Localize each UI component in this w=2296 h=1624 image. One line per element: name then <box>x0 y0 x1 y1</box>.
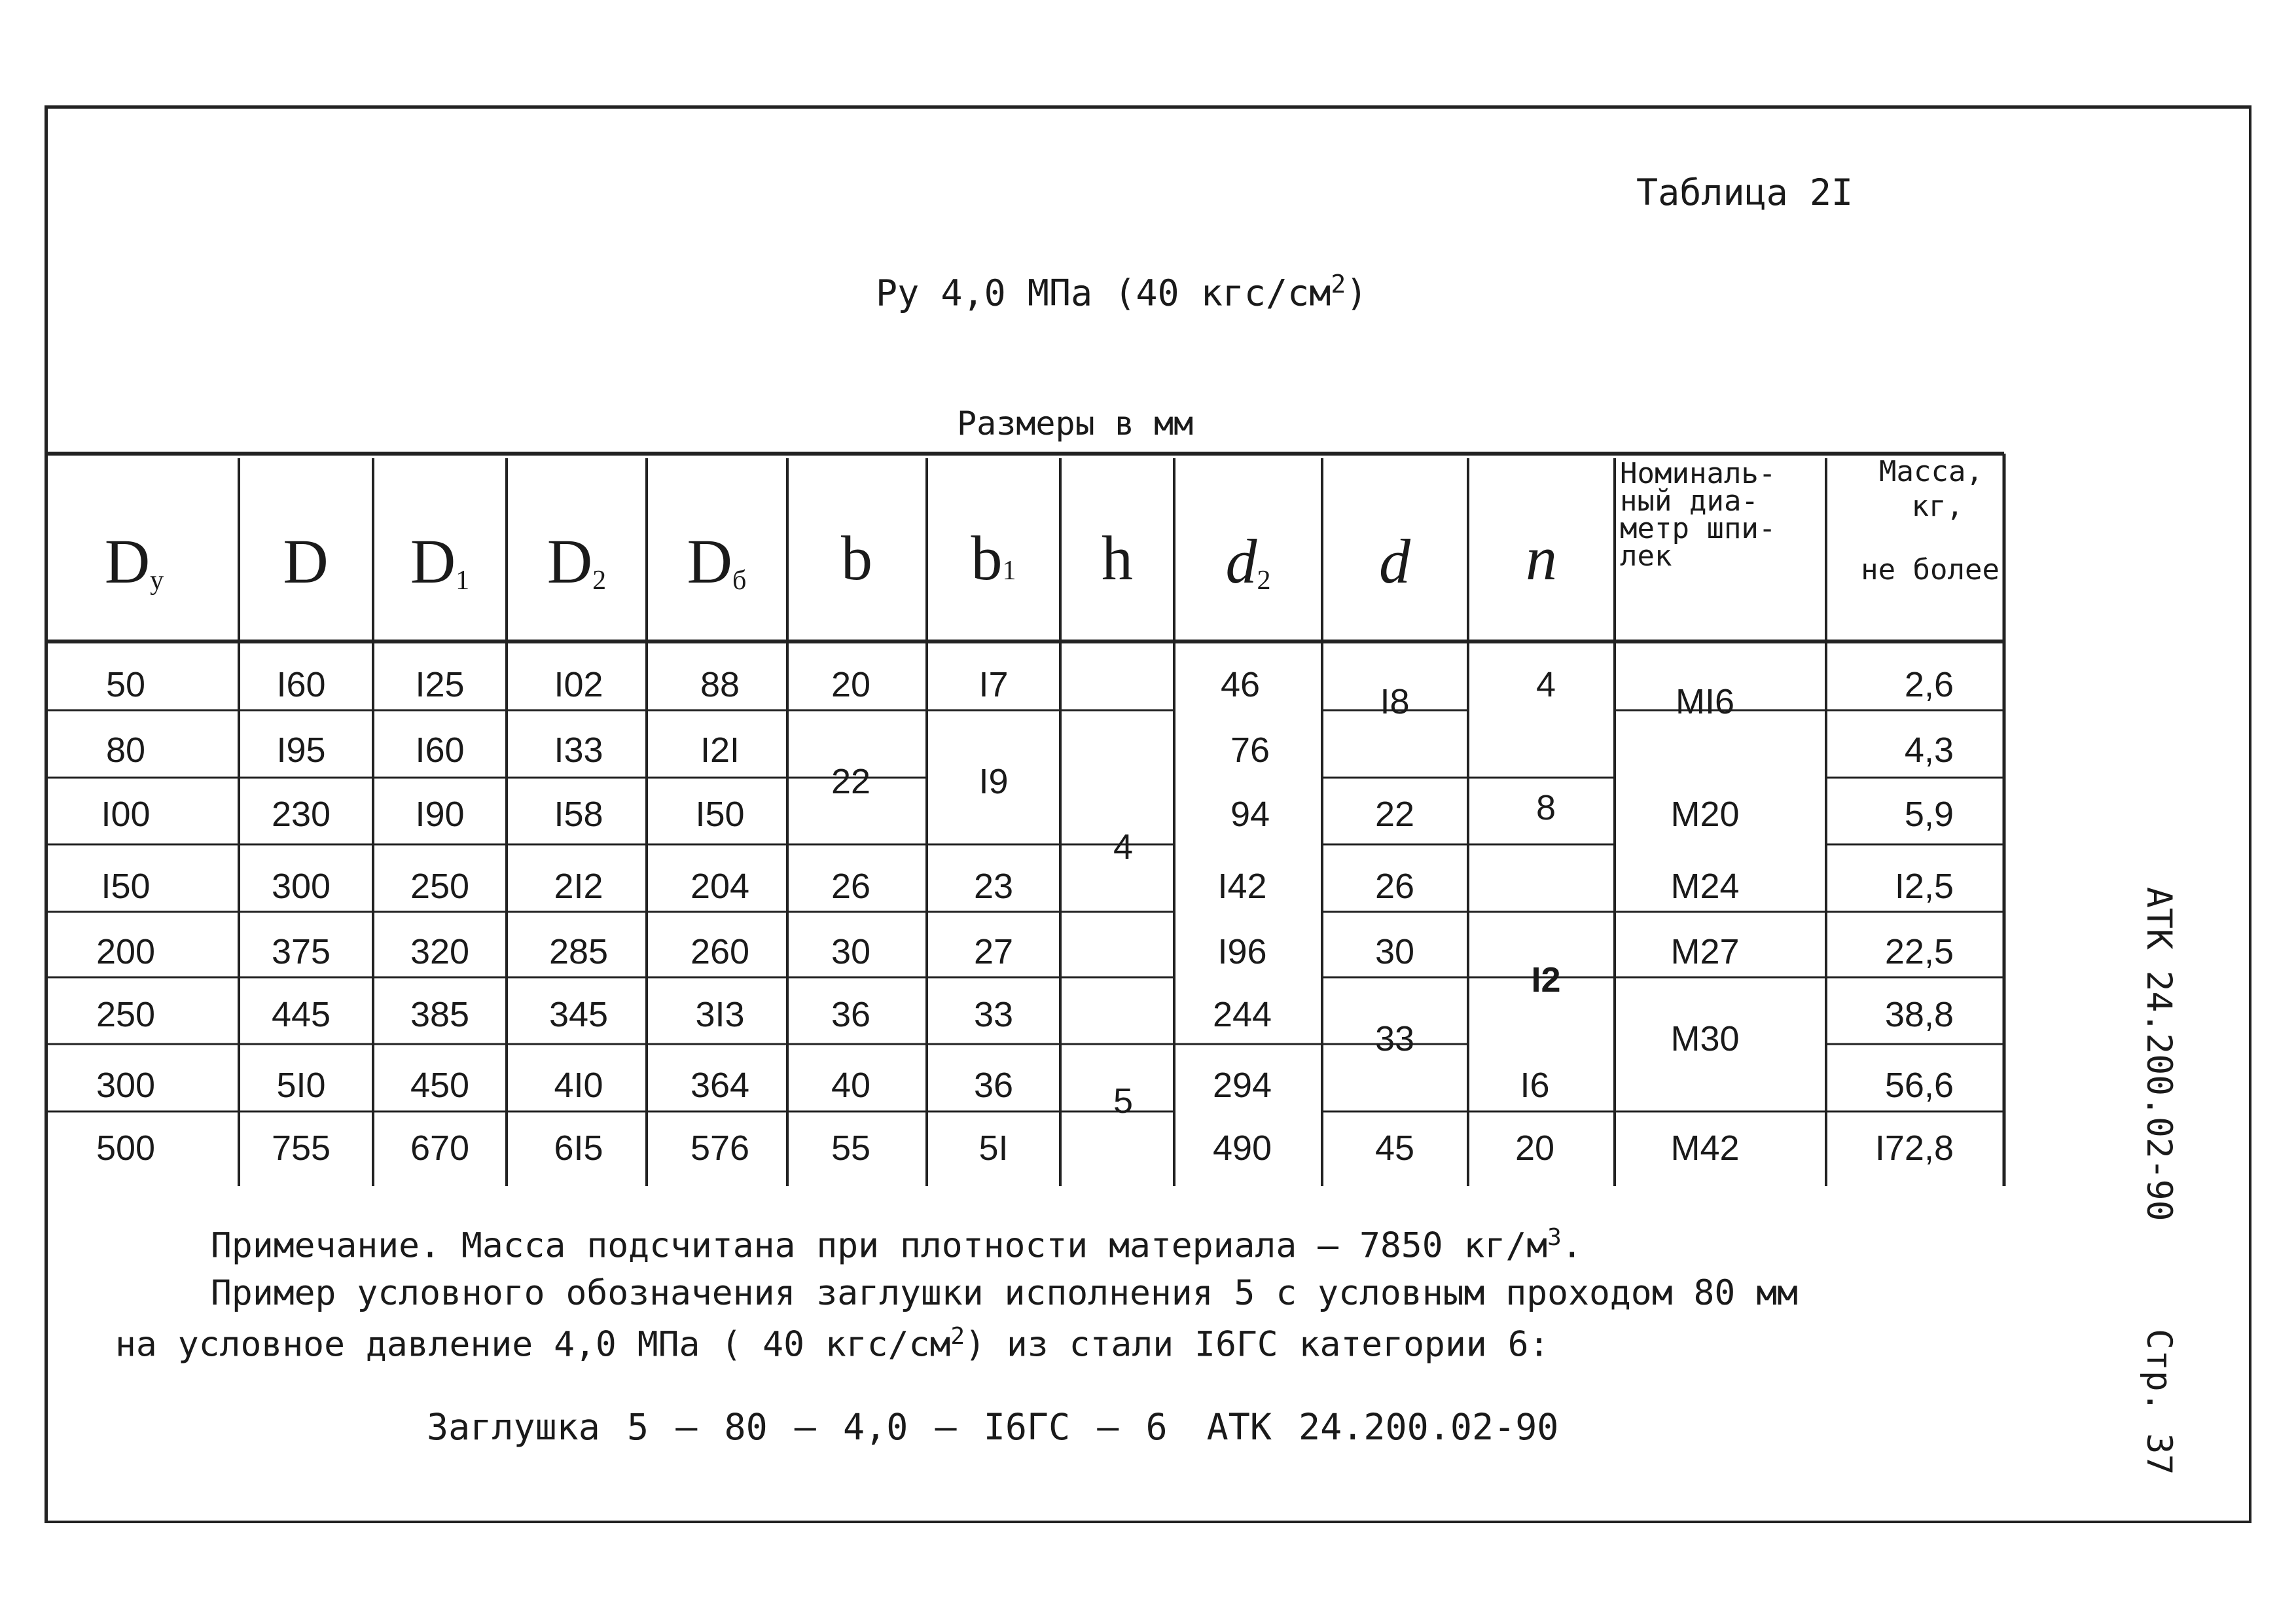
cell-nominal: М30 <box>1670 1019 1740 1058</box>
note-line-2: Пример условного обозначения заглушки исполнения 5 с условным проходом 80 мм <box>211 1273 1799 1313</box>
cell-d: 445 <box>271 995 331 1034</box>
cell-d6: I50 <box>695 795 745 834</box>
merged-b1-cells <box>974 665 1013 1168</box>
cell-d6: I2I <box>700 731 740 770</box>
cell-d1: I90 <box>415 795 465 834</box>
cell-n: I2 <box>1531 960 1561 1000</box>
cell-b1: 27 <box>973 932 1014 971</box>
cell-d2: I33 <box>554 731 603 770</box>
table-row <box>96 1066 1954 1105</box>
cell-d1: I25 <box>415 665 465 704</box>
cell-dd2: 76 <box>1230 731 1270 770</box>
cell-d: 755 <box>271 1128 331 1168</box>
designation-example: Заглушка 5 – 80 – 4,0 – I6ГС – 6 АТК 24.200.02-90 <box>427 1406 1559 1448</box>
cell-nominal: МI6 <box>1675 682 1735 721</box>
cell-dd2: 46 <box>1220 665 1261 704</box>
header-d1: D1 <box>410 526 470 596</box>
side-page-number: Стр. 37 <box>2139 1329 2179 1475</box>
table-number: Таблица 2I <box>1636 171 1854 213</box>
header-d2: D2 <box>547 526 607 596</box>
header-dd: d <box>1379 526 1410 596</box>
cell-mass: 22,5 <box>1884 932 1954 971</box>
cell-n: I6 <box>1520 1066 1550 1105</box>
table-row <box>106 731 1954 770</box>
cell-dd2: 244 <box>1212 995 1272 1034</box>
merged-b-cells <box>831 665 870 1168</box>
cell-dy: 300 <box>96 1066 156 1105</box>
header-nominal-line: лек <box>1620 539 1672 573</box>
cell-dd: 22 <box>1374 795 1415 834</box>
merged-h-cells <box>1113 827 1133 1121</box>
cell-dd: 26 <box>1374 867 1415 906</box>
header-b: b <box>841 523 872 593</box>
cell-dd2: 294 <box>1212 1066 1272 1105</box>
note-line-1: Примечание. Масса подсчитана при плотности материала – 7850 $кг/м^3$. <box>211 1224 1583 1266</box>
cell-dy: 80 <box>105 731 146 770</box>
table-header <box>105 455 2000 596</box>
cell-dy: 250 <box>96 995 156 1034</box>
cell-b: 20 <box>831 665 871 704</box>
cell-d1: 320 <box>410 932 470 971</box>
cell-b1: 33 <box>973 995 1014 1034</box>
cell-dy: 500 <box>96 1128 156 1168</box>
cell-d: 375 <box>271 932 331 971</box>
cell-d6: 88 <box>700 665 740 704</box>
cell-h: 5 <box>1113 1081 1134 1121</box>
cell-b: 26 <box>831 867 871 906</box>
cell-d: I60 <box>276 665 326 704</box>
header-nominal <box>1620 457 1776 573</box>
cell-mass: 5,9 <box>1904 795 1954 834</box>
cell-d2: 4I0 <box>554 1066 603 1105</box>
cell-d1: I60 <box>415 731 465 770</box>
pressure-rating: Ру 4,0 МПа (40 кгс/$см^2$) <box>876 270 1368 314</box>
cell-d6: 204 <box>690 867 750 906</box>
cell-d6: 364 <box>690 1066 750 1105</box>
cell-dd: 45 <box>1374 1128 1415 1168</box>
cell-b1: 23 <box>973 867 1014 906</box>
cell-b1: I9 <box>978 762 1009 801</box>
header-nominal-line: ный диа- <box>1620 484 1759 518</box>
cell-dy: 50 <box>105 665 146 704</box>
cell-n: 8 <box>1535 788 1556 827</box>
cell-mass: I72,8 <box>1874 1128 1954 1168</box>
cell-dd: I8 <box>1380 682 1410 721</box>
cell-mass: 56,6 <box>1884 1066 1954 1105</box>
header-nominal-line: метр шпи- <box>1620 512 1776 545</box>
header-mass <box>1861 455 2000 586</box>
cell-nominal: М24 <box>1670 867 1740 906</box>
cell-d2: 6I5 <box>554 1128 603 1168</box>
cell-mass: I2,5 <box>1894 867 1954 906</box>
cell-dd2: 94 <box>1230 795 1270 834</box>
cell-dy: I00 <box>101 795 151 834</box>
cell-d: I95 <box>276 731 326 770</box>
header-mass-line: Масса, <box>1879 455 1983 488</box>
cell-mass: 38,8 <box>1884 995 1954 1034</box>
cell-dd2: I42 <box>1217 867 1267 906</box>
cell-d: 300 <box>271 867 331 906</box>
header-dd2: d2 <box>1225 526 1271 596</box>
cell-d2: 285 <box>548 932 609 971</box>
cell-d1: 670 <box>410 1128 470 1168</box>
side-standard-code: АТК 24.200.02-90 <box>2139 887 2179 1221</box>
cell-dd2: I96 <box>1217 932 1267 971</box>
header-mass-line: кг, <box>1911 490 1964 523</box>
merged-dd-cells <box>1375 682 1414 1168</box>
cell-d6: 260 <box>690 932 750 971</box>
cell-nominal: М42 <box>1670 1128 1740 1168</box>
cell-d6: 576 <box>690 1128 750 1168</box>
cell-nominal: М27 <box>1670 932 1740 971</box>
cell-dy: I50 <box>101 867 151 906</box>
cell-b: 22 <box>831 762 871 801</box>
header-b1: b1 <box>971 523 1016 593</box>
cell-d: 230 <box>271 795 331 834</box>
cell-d2: I02 <box>554 665 603 704</box>
cell-mass: 4,3 <box>1904 731 1954 770</box>
cell-dd: 33 <box>1374 1019 1415 1058</box>
units-caption: Размеры в мм <box>957 405 1194 442</box>
cell-b: 55 <box>831 1128 871 1168</box>
cell-d1: 450 <box>410 1066 470 1105</box>
merged-n-cells <box>1515 665 1561 1168</box>
cell-b1: 5I <box>978 1128 1009 1168</box>
cell-b: 30 <box>831 932 871 971</box>
header-mass-line: не более <box>1861 553 2000 586</box>
cell-h: 4 <box>1113 827 1134 867</box>
header-n: n <box>1526 523 1557 593</box>
cell-d2: I58 <box>554 795 603 834</box>
cell-n: 4 <box>1535 665 1556 704</box>
cell-dy: 200 <box>96 932 156 971</box>
header-d: D <box>283 526 329 596</box>
cell-d2: 2I2 <box>554 867 603 906</box>
header-nominal-line: Номиналь- <box>1620 457 1776 490</box>
cell-d1: 250 <box>410 867 470 906</box>
cell-d6: 3I3 <box>695 995 745 1034</box>
header-h: h <box>1102 523 1133 593</box>
cell-d1: 385 <box>410 995 470 1034</box>
cell-b1: 36 <box>973 1066 1014 1105</box>
cell-b1: I7 <box>978 665 1009 704</box>
cell-mass: 2,6 <box>1904 665 1954 704</box>
designation-standard: АТК 24.200.02-90 <box>1206 1406 1559 1448</box>
cell-d2: 345 <box>548 995 609 1034</box>
note-line-3: на условное давление 4,0 МПа ( 40 кгс/$см^2$) из стали I6ГС категории 6: <box>115 1323 1550 1365</box>
cell-n: 20 <box>1515 1128 1555 1168</box>
cell-b: 36 <box>831 995 871 1034</box>
table-body <box>96 665 1954 1168</box>
header-dy: Dу <box>104 526 164 596</box>
cell-d: 5I0 <box>276 1066 326 1105</box>
cell-nominal: М20 <box>1670 795 1740 834</box>
cell-dd2: 490 <box>1212 1128 1272 1168</box>
cell-b: 40 <box>831 1066 871 1105</box>
merged-nominal-cells <box>1670 682 1739 1168</box>
header-d6: Dб <box>687 526 747 596</box>
cell-dd: 30 <box>1374 932 1415 971</box>
